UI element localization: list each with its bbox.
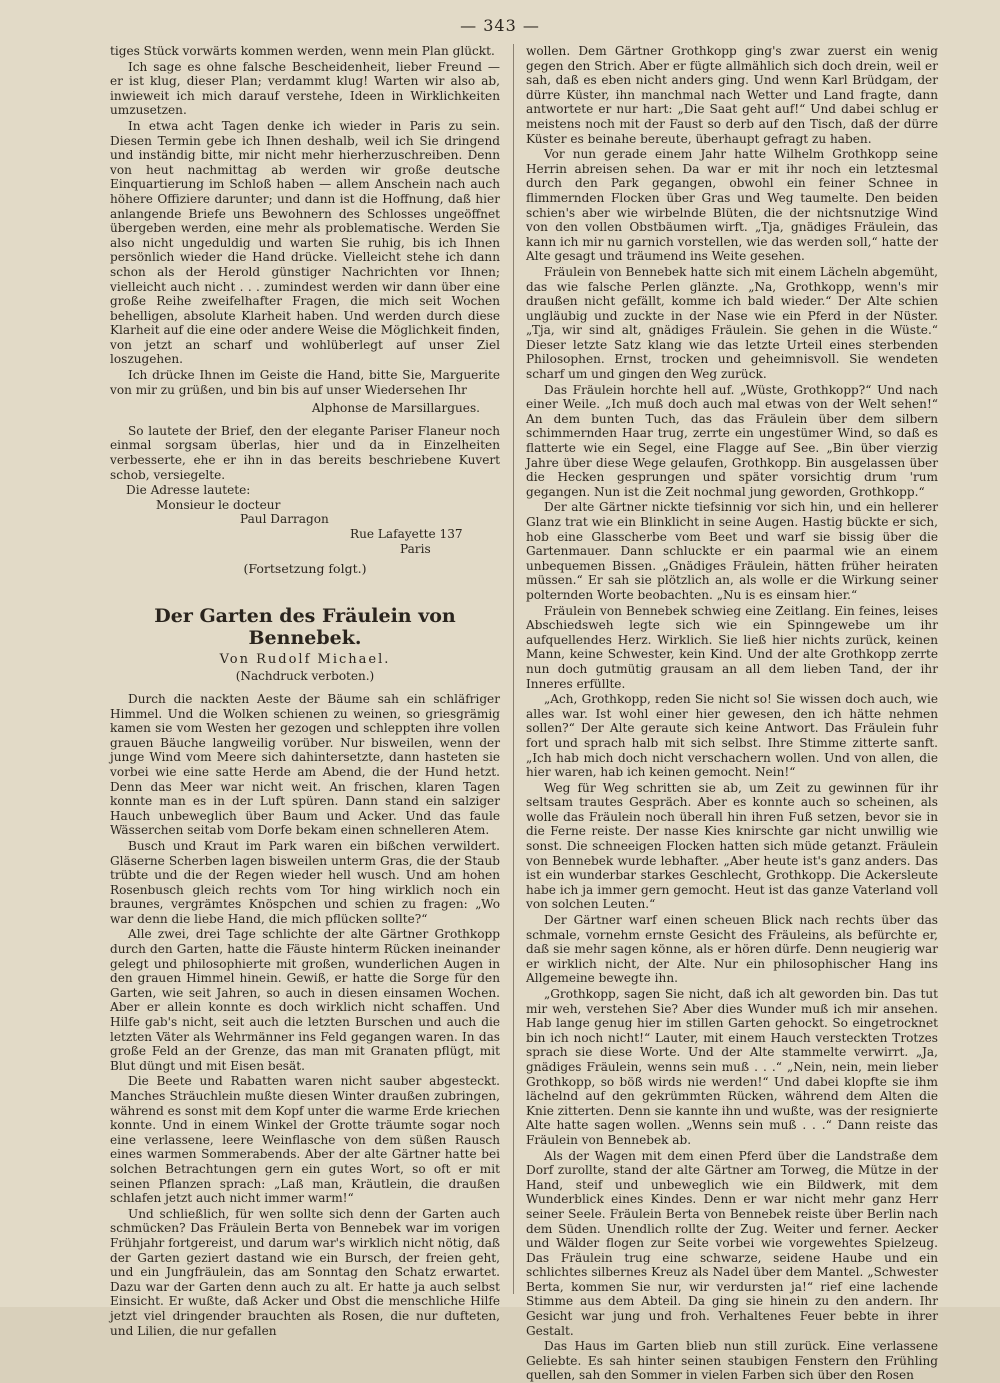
story-paragraph: Alle zwei, drei Tage schlichte der alte Gärtner Grothkopp durch den Garten, hatte die Fäuste hinterm Rücken ineinander gelegt und philosophierte mit großen, wunderlichen Augen in den grauen Himmel hinein. Gewiß, er hatte die Sorge für den Garten, wie seit Jahren, so auch in diesen einsamen Wochen. Aber er allein konnte es doch wirklich nicht schaffen. Und Hilfe gab's nicht, seit auch die letzten Burschen und auch die letzten Väter als Wehrmänner ins Feld gegangen waren. In das große Feld an der Grenze, das man mit Granaten pflügt, mit Blut düngt und mit Eisen besät. [110,927,500,1073]
story-paragraph: Durch die nackten Aeste der Bäume sah ein schläfriger Himmel. Und die Wolken schienen zu weinen, so griesgrämig kamen sie vom Westen her gezogen und schleppten ihre vollen grauen Bäuche langweilig vorüber. Nur bisweilen, wenn der junge Wind vom Meere sich dahintersetzte, dann hasteten sie vorbei wie eine satte Herde am Abend, die der Hund hetzt. Denn das Meer war nicht weit. An frischen, klaren Tagen konnte man es in der Luft spüren. Dann stand ein salziger Hauch unbeweglich über Baum und Acker. Und das faule Wässerchen seitab vom Dorfe bekam einen schnelleren Atem. [110,691,500,838]
story-paragraph: „Grothkopp, sagen Sie nicht, daß ich alt geworden bin. Das tut mir weh, verstehen Sie? Aber dies Wunder muß ich mir ansehen. Hab lange genug hier im stillen Garten gehockt. So eingetrocknet bin ich noch nicht!“ Lauter, mit einem Hauch versteckten Trotzes sprach sie diese Worte. Und der Alte stammelte verwirrt. „Ja, gnädiges Fräulein, wenns sein muß . . .“ „Nein, nein, mein lieber Grothkopp, so böß wirds nie werden!“ Und dabei klopfte sie ihm lächelnd auf den gekrümmten Rücken, während dem Alten die Knie zitterten. Denn sie kannte ihn und wußte, was der resignierte Alte hatte sagen wollen. „Wenns sein muß . . .“ Dann reiste das Fräulein von Bennebek ab. [526,987,938,1147]
story-paragraph: Fräulein von Bennebek hatte sich mit einem Lächeln abgemüht, das wie falsche Perlen glänzte. „Na, Grothkopp, wenn's mir draußen nicht gefällt, komme ich bald wieder.“ Der Alte schien ungläubig und zuckte in der Nase wie ein Pferd in der Nüster. „Tja, wir sind alt, gnädiges Fräulein. Sie gehen in die Wüste.“ Dieser letzte Satz klang wie das letzte Urteil eines sterbenden Philosophen. Ernst, trocken und geheimnisvoll. Sie wendeten scharf um und gingen den Weg zurück. [526,264,938,382]
letter-paragraph: Ich sage es ohne falsche Bescheidenheit, lieber Freund — er ist klug, dieser Plan; verdammt klug! Warten wir also ab, inwieweit ich mich darauf verstehe, Ideen in Wirklichkeiten umzusetzen. [110,59,500,118]
column-divider [513,44,514,1294]
story-paragraph: Fräulein von Bennebek schwieg eine Zeitlang. Ein feines, leises Abschiedsweh legte sich wie ein Spinngewebe um ihr aufquellendes Herz. Wirklich. Sie ließ hier nichts zurück, keinen Mann, keine Schwester, kein Kind. Und der alte Grothkopp zerrte nun doch gutmütig grausam an all dem lieben Tand, der ihr Inneres erfüllte. [526,603,938,691]
address-intro: Die Adresse lautete: [126,483,251,498]
reprint-notice: (Nachdruck verboten.) [235,669,375,684]
story-title: Der Garten des Fräulein von Bennebek. [154,604,456,649]
right-column [526,44,938,1383]
story-paragraph: Und schließlich, für wen sollte sich denn der Garten auch schmücken? Das Fräulein Berta von Bennebek war im vorigen Frühjahr fortgereist, und darum war's wirklich nicht nötig, daß der Garten geziert dastand wie ein Bursch, der freien geht, und ein Jungfräulein, das am Sonntag den Schatz erwartet. Dazu war der Garten denn auch zu alt. Er hatte ja auch selbst Einsicht. Er wußte, daß Acker und Obst die menschliche Hilfe jetzt viel dringender brauchten als Rosen, die nur dufteten, und Lilien, die nur gefallen [110,1206,500,1338]
story-paragraph: „Ach, Grothkopp, reden Sie nicht so! Sie wissen doch auch, wie alles war. Ist wohl einer hier gewesen, den ich hätte nehmen sollen?“ Der Alte geraute sich keine Antwort. Das Fräulein fuhr fort und sprach halb mit sich selbst. Ihre Stimme zitterte sanft. „Ich hab mich doch nicht verschachern wollen. Und von allen, die hier waren, hab ich keinen gemocht. Nein!“ [526,692,938,780]
story-paragraph: Das Fräulein horchte hell auf. „Wüste, Grothkopp?“ Und nach einer Weile. „Ich muß doch auch mal etwas von der Welt sehen!“ An dem bunten Tuch, das das Fräulein über dem silbern schimmernden Haar trug, zerrte ein ungestümer Wind, so daß es flatterte wie ein Segel, eine Flagge auf See. „Bin über vierzig Jahre über diese Wege gelaufen, Grothkopp. Bin ausgelassen über die Hecken gesprungen und später vorsichtig drum 'rum gegangen. Nun ist die Zeit nochmal jung geworden, Grothkopp.“ [526,382,938,499]
letter-signature: Alphonse de Marsillargues. [311,401,480,416]
left-column [110,44,500,1338]
letter-paragraph: In etwa acht Tagen denke ich wieder in Paris zu sein. Diesen Termin gebe ich Ihnen deshalb, weil ich Sie dringend und inständig bitte, mir nicht mehr hierherzuschreiben. Denn von heut nachmittag ab werden wir große deutsche Einquartierung im Schloß haben — allem Anschein nach auch höhere Offiziere darunter; und dann ist die Hoffnung, daß hier anlangende Briefe uns Bewohnern des Schlosses ungeöffnet übergeben werden, eine mehr als problematische. Werden Sie also nicht ungeduldig und warten Sie ruhig, bis ich Ihnen persönlich wieder die Hand drücke. Vielleicht stehe ich dann schon als der Herold günstiger Nachrichten vor Ihnen; vielleicht auch nicht . . . zumindest werden wir dann über eine große Reihe zweifelhafter Fragen, die mich seit Wochen behelligen, absolute Klarheit haben. Und werden durch diese Klarheit auf die eine oder andere Weise die Möglichkeit finden, von jetzt an scharf und wohlüberlegt auf unser Ziel loszugehen. [110,118,500,367]
page-number: — 343 — [460,16,540,35]
letter-paragraph: Ich drücke Ihnen im Geiste die Hand, bitte Sie, Marguerite von mir zu grüßen, und bin bis auf unser Wiedersehen Ihr [110,368,500,397]
story-paragraph: Vor nun gerade einem Jahr hatte Wilhelm Grothkopp seine Herrin abreisen sehen. Da war er mit ihr noch ein letztesmal durch den Park gegangen, obwohl ein feiner Schnee in flimmernden Flocken über Gras und Weg taumelte. Den beiden schien's aber wie wirbelnde Blüten, die der nichtsnutzige Wind von den vollen Obstbäumen wirft. „Tja, gnädiges Fräulein, das kann ich mir nu garnich vorstellen, wie das werden soll,“ hatte der Alte gesagt und träumend ins Weite gesehen. [526,147,938,264]
story-paragraph: Busch und Kraut im Park waren ein bißchen verwildert. Gläserne Scherben lagen bisweilen unterm Gras, die der Staub trübte und die der Regen wieder hell wusch. Und am hohen Rosenbusch gleich rechts vom Tor hing wirklich noch ein braunes, vergrämtes Knöspchen und schien zu fragen: „Wo war denn die liebe Hand, die mich pflücken sollte?“ [110,838,500,926]
story-paragraph: Als der Wagen mit dem einen Pferd über die Landstraße dem Dorf zurollte, stand der alte Gärtner am Torweg, die Mütze in der Hand, steif und unbeweglich wie ein Bildwerk, mit dem Wunderblick eines Kindes. Denn er war nicht mehr ganz Herr seiner Seele. Fräulein Berta von Bennebek reiste über Berlin nach dem Süden. Unendlich rollte der Zug. Weiter und ferner. Aecker und Wälder flogen zur Seite vorbei wie vorgewehtes Spielzeug. Das Fräulein trug eine schwarze, seidene Haube und ein schlichtes silbernes Kreuz als Nadel über dem Mantel. „Schwester Berta, kommen Sie nur, wir verdursten ja!“ rief eine lachende Stimme aus dem Abteil. Da ging sie hinein zu den andern. Ihr Gesicht war jung und froh. Verhaltenes Feuer bebte in ihrer Gestalt. [526,1148,938,1338]
story-paragraph: wollen. Dem Gärtner Grothkopp ging's zwar zuerst ein wenig gegen den Strich. Aber er fügte allmählich sich doch drein, weil er sah, daß es eben nicht anders ging. Und wenn Karl Brüdgam, der dürre Küster, ihn manchmal nach Wetter und Land fragte, dann antwortete er nur hart: „Die Saat geht auf!“ Und dabei schlug er meistens noch mit der Faust so derb auf den Tisch, daß der dürre Küster es beinahe bereute, überhaupt gefragt zu haben. [526,44,938,146]
continuation-note: (Fortsetzung folgt.) [243,561,367,577]
story-paragraph: Die Beete und Rabatten waren nicht sauber abgesteckt. Manches Sträuchlein mußte diesen Winter draußen zubringen, während es sonst mit dem Kopf unter die warme Erde kriechen konnte. Und in einem Winkel der Grotte träumte sogar noch eine verlassene, leere Weinflasche von dem süßen Rausch eines warmen Sommerabends. Aber der alte Gärtner hatte bei solchen Betrachtungen gern ein gutes Wort, so oft er mit seinen Pflanzen sprach: „Laß man, Kräutlein, die draußen schlafen jetzt auch nicht immer warm!“ [110,1074,500,1206]
story-paragraph: Der alte Gärtner nickte tiefsinnig vor sich hin, und ein hellerer Glanz trat wie ein Blinklicht in seine Augen. Hastig bückte er sich, hob eine Glasscherbe vom Beet und warf sie bissig über die Gartenmauer. Dann schluckte er ein paarmal wie an einem unbequemen Bissen. „Gnädiges Fräulein, hätten früher heiraten müssen.“ Er sah sie plötzlich an, als wolle er die Wirkung seiner polternden Worte beobachten. „Nu is es einsam hier.“ [526,500,938,602]
letter-paragraph: tiges Stück vorwärts kommen werden, wenn mein Plan glückt. [110,44,495,58]
address-line: Paris [400,541,431,556]
story-paragraph: Der Gärtner warf einen scheuen Blick nach rechts über das schmale, vornehm ernste Gesicht des Fräuleins, als befürchte er, daß sie mehr sagen könne, als er hören dürfe. Denn neugierig war er wirklich nicht, der Alte. Nur ein philosophischer Hang ins Allgemeine bewegte ihn. [526,913,938,986]
story-paragraph: Das Haus im Garten blieb nun still zurück. Eine verlassene Geliebte. Es sah hinter seinen staubigen Fenstern den Frühling quellen, sah den Sommer in vielen Farben sich über den Rosen [526,1339,938,1383]
address-line: Paul Darragon [240,512,329,527]
story-paragraph: Weg für Weg schritten sie ab, um Zeit zu gewinnen für ihr seltsam trautes Gespräch. Aber es konnte auch so scheinen, als wolle das Fräulein noch überall hin ihren Fuß setzen, bevor sie in die Ferne reiste. Der nasse Kies knirschte gar nicht unwillig wie sonst. Die schneeigen Flocken hatten sich müde getanzt. Fräulein von Bennebek wurde lebhafter. „Aber heute ist's ganz anders. Das ist ein wunderbar starkes Geschlecht, Grothkopp. Die Ackersleute habe ich ja immer gern gemocht. Heut ist das ganze Vaterland voll von solchen Leuten.“ [526,780,938,912]
address-line: Monsieur le docteur [156,497,281,512]
address-line: Rue Lafayette 137 [350,527,463,541]
narrative-paragraph: So lautete der Brief, den der elegante Pariser Flaneur noch einmal sorgsam überlas, hier und da in Einzelheiten verbesserte, ehe er ihn in das bereits beschriebene Kuvert schob, versiegelte. [110,423,500,482]
story-byline: Von Rudolf Michael. [219,651,391,667]
